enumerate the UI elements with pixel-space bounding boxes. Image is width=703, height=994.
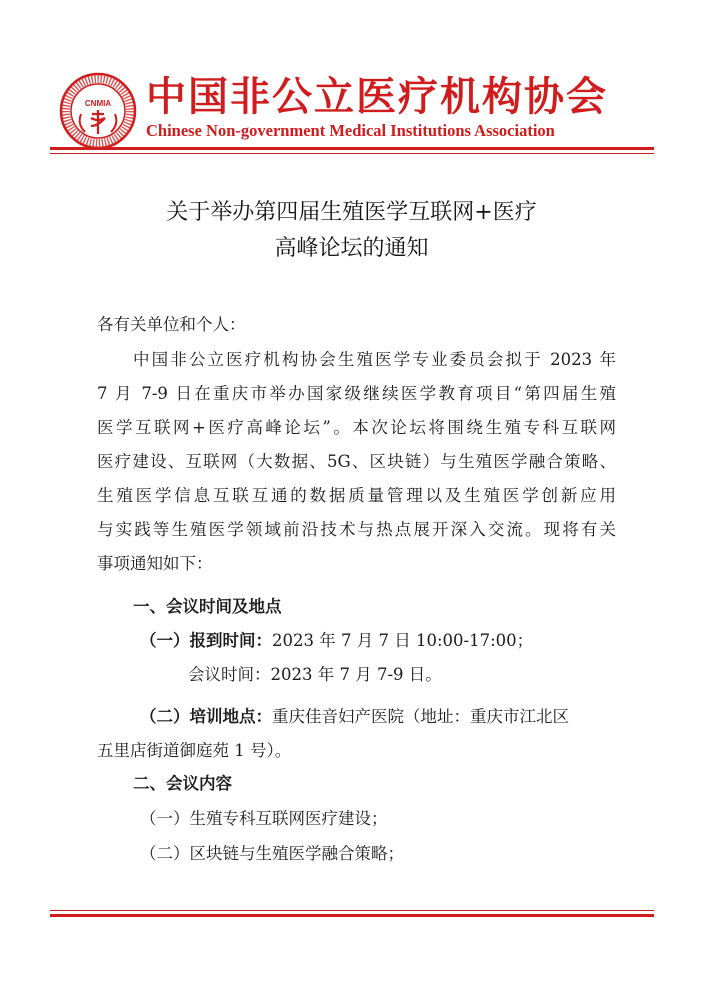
header-rule-thin xyxy=(50,153,654,154)
registration-time xyxy=(140,629,533,653)
training-location xyxy=(140,705,616,729)
meeting-time xyxy=(188,663,442,687)
paragraph-line: 医疗建设、互联网（大数据、5G、区块链）与生殖医学融合策略、 xyxy=(97,452,616,471)
content-item: （二）区块链与生殖医学融合策略； xyxy=(140,844,404,863)
training-location-value: 重庆佳音妇产医院（地址：重庆市江北区 xyxy=(272,707,569,726)
registration-time-label: （一）报到时间： xyxy=(140,631,272,650)
meeting-time-value: 2023 年 7 月 7-9 日。 xyxy=(270,665,442,684)
header-rule-thick xyxy=(50,147,654,150)
registration-time-value: 2023 年 7 月 7 日 10:00-17:00； xyxy=(272,631,534,650)
svg-text:CNMIA: CNMIA xyxy=(84,99,112,108)
paragraph-line: 生殖医学信息互联互通的数据质量管理以及生殖医学创新应用 xyxy=(97,486,616,505)
section-heading: 一、会议时间及地点 xyxy=(133,597,282,616)
footer-rule-thick xyxy=(50,914,654,917)
meeting-time-label: 会议时间： xyxy=(188,665,271,684)
paragraph-line: 医学互联网+医疗高峰论坛”。本次论坛将围绕生殖专科互联网 xyxy=(97,418,616,437)
document-title-line-2: 高峰论坛的通知 xyxy=(274,236,429,261)
section-heading: 二、会议内容 xyxy=(133,774,232,793)
training-location-cont: 五里店街道御庭苑 1 号）。 xyxy=(97,741,292,760)
association-logo xyxy=(59,72,137,150)
content-item: （一）生殖专科互联网医疗建设； xyxy=(140,809,388,828)
paragraph-line: 事项通知如下： xyxy=(97,554,213,573)
document-title-line-1: 关于举办第四届生殖医学互联网+医疗 xyxy=(166,200,537,225)
paragraph-line: 中国非公立医疗机构协会生殖医学专业委员会拟于 2023 年 xyxy=(133,350,616,369)
training-location-label: （二）培训地点： xyxy=(140,707,272,726)
org-name-cn: 中国非公立医疗机构协会 xyxy=(146,73,608,120)
salutation: 各有关单位和个人： xyxy=(97,315,246,334)
footer-rule-thin xyxy=(50,910,654,911)
paragraph-line: 7 月 7-9 日在重庆市举办国家级继续医学教育项目“第四届生殖 xyxy=(97,384,616,403)
org-name-en: Chinese Non-government Medical Institutions Association xyxy=(146,121,555,140)
paragraph-line: 与实践等生殖医学领域前沿技术与热点展开深入交流。现将有关 xyxy=(97,520,616,539)
